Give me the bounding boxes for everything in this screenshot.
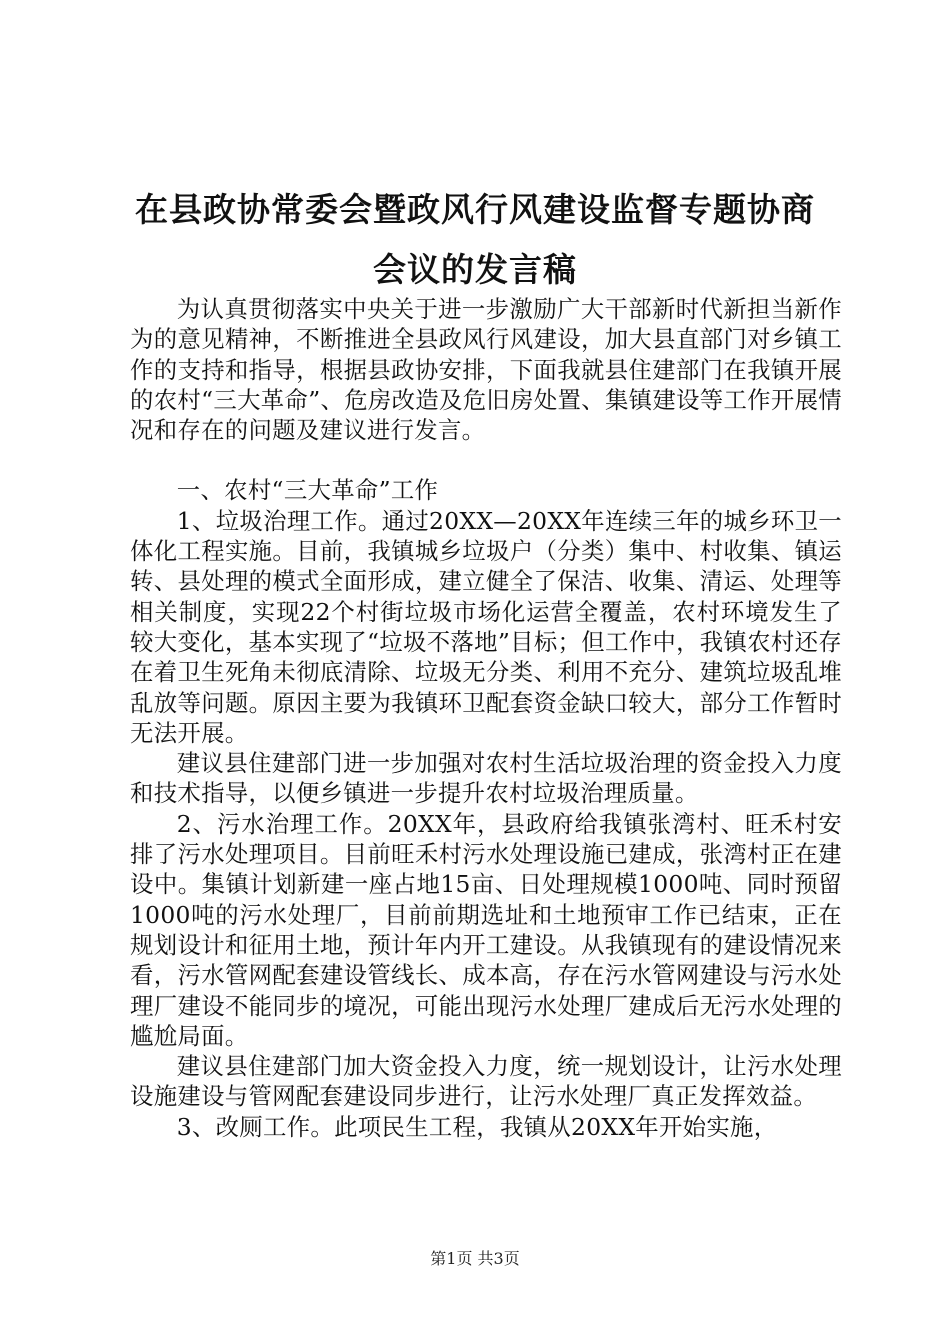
item-2-suggestion: 建议县住建部门加大资金投入力度，统一规划设计，让污水处理设施建设与管网配套建设同步进行，让污水处理厂真正发挥效益。 [130, 1052, 842, 1111]
item-1-suggestion: 建议县住建部门进一步加强对农村生活垃圾治理的资金投入力度和技术指导，以便乡镇进一步提升农村垃圾治理质量。 [130, 749, 842, 808]
intro-paragraph: 为认真贯彻落实中央关于进一步激励广大干部新时代新担当新作为的意见精神，不断推进全县政风行风建设，加大县直部门对乡镇工作的支持和指导，根据县政协安排，下面我就县住建部门在我镇开展的农村“三大革命”、危房改造及危旧房处置、集镇建设等工作开展情况和存在的问题及建议进行发言。 [130, 295, 842, 445]
item-1-paragraph: 1、垃圾治理工作。通过20XX—20XX年连续三年的城乡环卫一体化工程实施。目前，我镇城乡垃圾户（分类）集中、村收集、镇运转、县处理的模式全面形成，建立健全了保洁、收集、清运、处理等相关制度，实现22个村街垃圾市场化运营全覆盖，农村环境发生了较大变化，基本实现了“垃圾不落地”目标；但工作中，我镇农村还存在着卫生死角未彻底清除、垃圾无分类、利用不充分、建筑垃圾乱堆乱放等问题。原因主要为我镇环卫配套资金缺口较大，部分工作暂时无法开展。 [130, 506, 842, 747]
item-2-paragraph: 2、污水治理工作。20XX年，县政府给我镇张湾村、旺禾村安排了污水处理项目。目前旺禾村污水处理设施已建成，张湾村正在建设中。集镇计划新建一座占地15亩、日处理规模1000吨、同时预留1000吨的污水处理厂，目前前期选址和土地预审工作已结束，正在规划设计和征用土地，预计年内开工建设。从我镇现有的建设情况来看，污水管网配套建设管线长、成本高，存在污水管网建设与污水处理厂建设不能同步的境况，可能出现污水处理厂建成后无污水处理的尴尬局面。 [130, 809, 842, 1050]
document-title-line-1: 在县政协常委会暨政风行风建设监督专题协商 [135, 190, 815, 229]
document-body [130, 294, 842, 1142]
item-3-paragraph: 3、改厕工作。此项民生工程，我镇从20XX年开始实施， [176, 1112, 778, 1141]
page-number-footer: 第1页 共3页 [430, 1249, 520, 1268]
document-title-line-2: 会议的发言稿 [373, 250, 577, 289]
section-heading: 一、农村“三大革命”工作 [176, 476, 439, 505]
